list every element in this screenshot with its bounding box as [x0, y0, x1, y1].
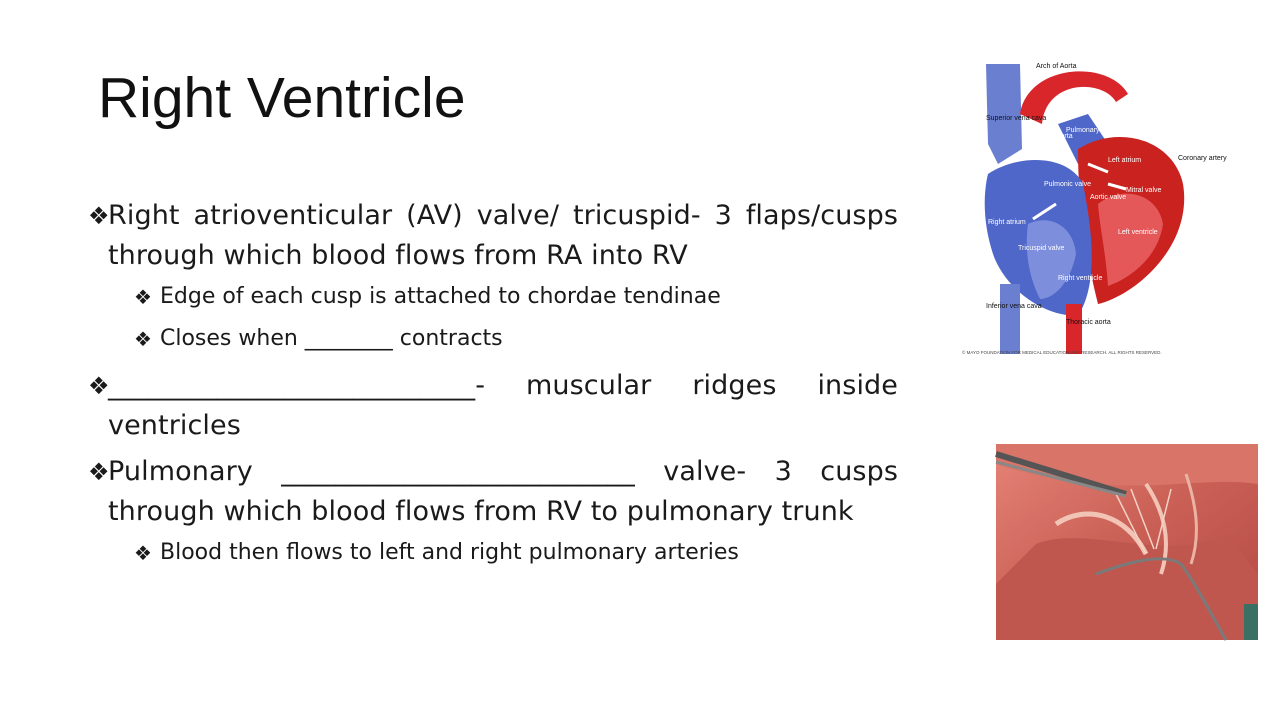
- bullet-text: Blood then flows to left and right pulmonary arteries: [160, 540, 739, 565]
- label-inferior-vena-cava: Inferior vena cava: [986, 303, 1042, 310]
- label-coronary-artery: Coronary artery: [1178, 155, 1227, 162]
- bullet-list: [88, 196, 898, 580]
- label-arch-of-aorta: Arch of Aorta: [1036, 63, 1077, 70]
- diamond-bullet-icon: ❖: [134, 285, 152, 309]
- sub-bullet-item: [88, 282, 898, 312]
- diamond-bullet-icon: ❖: [88, 202, 110, 230]
- label-ascending-aorta: Ascending aorta: [1022, 133, 1073, 140]
- label-mitral-valve: Mitral valve: [1126, 187, 1162, 194]
- bullet-text: Edge of each cusp is attached to chordae tendinae: [160, 284, 721, 309]
- diamond-bullet-icon: ❖: [134, 541, 152, 565]
- bullet-text: Right atrioventicular (AV) valve/ tricuspid- 3 flaps/cusps through which blood flows from RA into RV: [108, 200, 898, 271]
- label-left-atrium: Left atrium: [1108, 157, 1142, 164]
- label-pulmonic-valve: Pulmonic valve: [1044, 181, 1092, 188]
- bullet-item: [88, 366, 898, 446]
- bullet-text: Closes when ________ contracts: [160, 326, 503, 351]
- label-pulmonary-artery: Pulmonary artery: [1066, 127, 1120, 134]
- label-aortic-valve: Aortic valve: [1090, 194, 1127, 201]
- bullet-item: [88, 196, 898, 276]
- diamond-bullet-icon: ❖: [88, 372, 110, 400]
- copyright-notice: © MAYO FOUNDATION FOR MEDICAL EDUCATION AND RESEARCH. ALL RIGHTS RESERVED.: [962, 350, 1162, 355]
- slide-title: Right Ventricle: [98, 66, 466, 130]
- sub-bullet-item: [88, 538, 898, 568]
- bullet-text: ___________________________- muscular ridges inside ventricles: [108, 370, 898, 441]
- bullet-item: [88, 452, 898, 532]
- label-right-ventricle: Right ventricle: [1058, 275, 1103, 282]
- sub-bullet-item: [88, 324, 898, 354]
- label-tricuspid-valve: Tricuspid valve: [1018, 245, 1065, 252]
- heart-dissection-photo: [996, 444, 1258, 640]
- label-right-atrium: Right atrium: [988, 219, 1026, 226]
- label-left-ventricle: Left ventricle: [1118, 229, 1158, 236]
- diamond-bullet-icon: ❖: [134, 327, 152, 351]
- label-thoracic-aorta: Thoracic aorta: [1066, 319, 1111, 326]
- bullet-text: Pulmonary __________________________ valve- 3 cusps through which blood flows from RV to pulmonary trunk: [108, 456, 898, 527]
- heart-diagram: [958, 54, 1227, 366]
- label-superior-vena-cava: Superior vena cava: [986, 115, 1047, 122]
- diamond-bullet-icon: ❖: [88, 458, 110, 486]
